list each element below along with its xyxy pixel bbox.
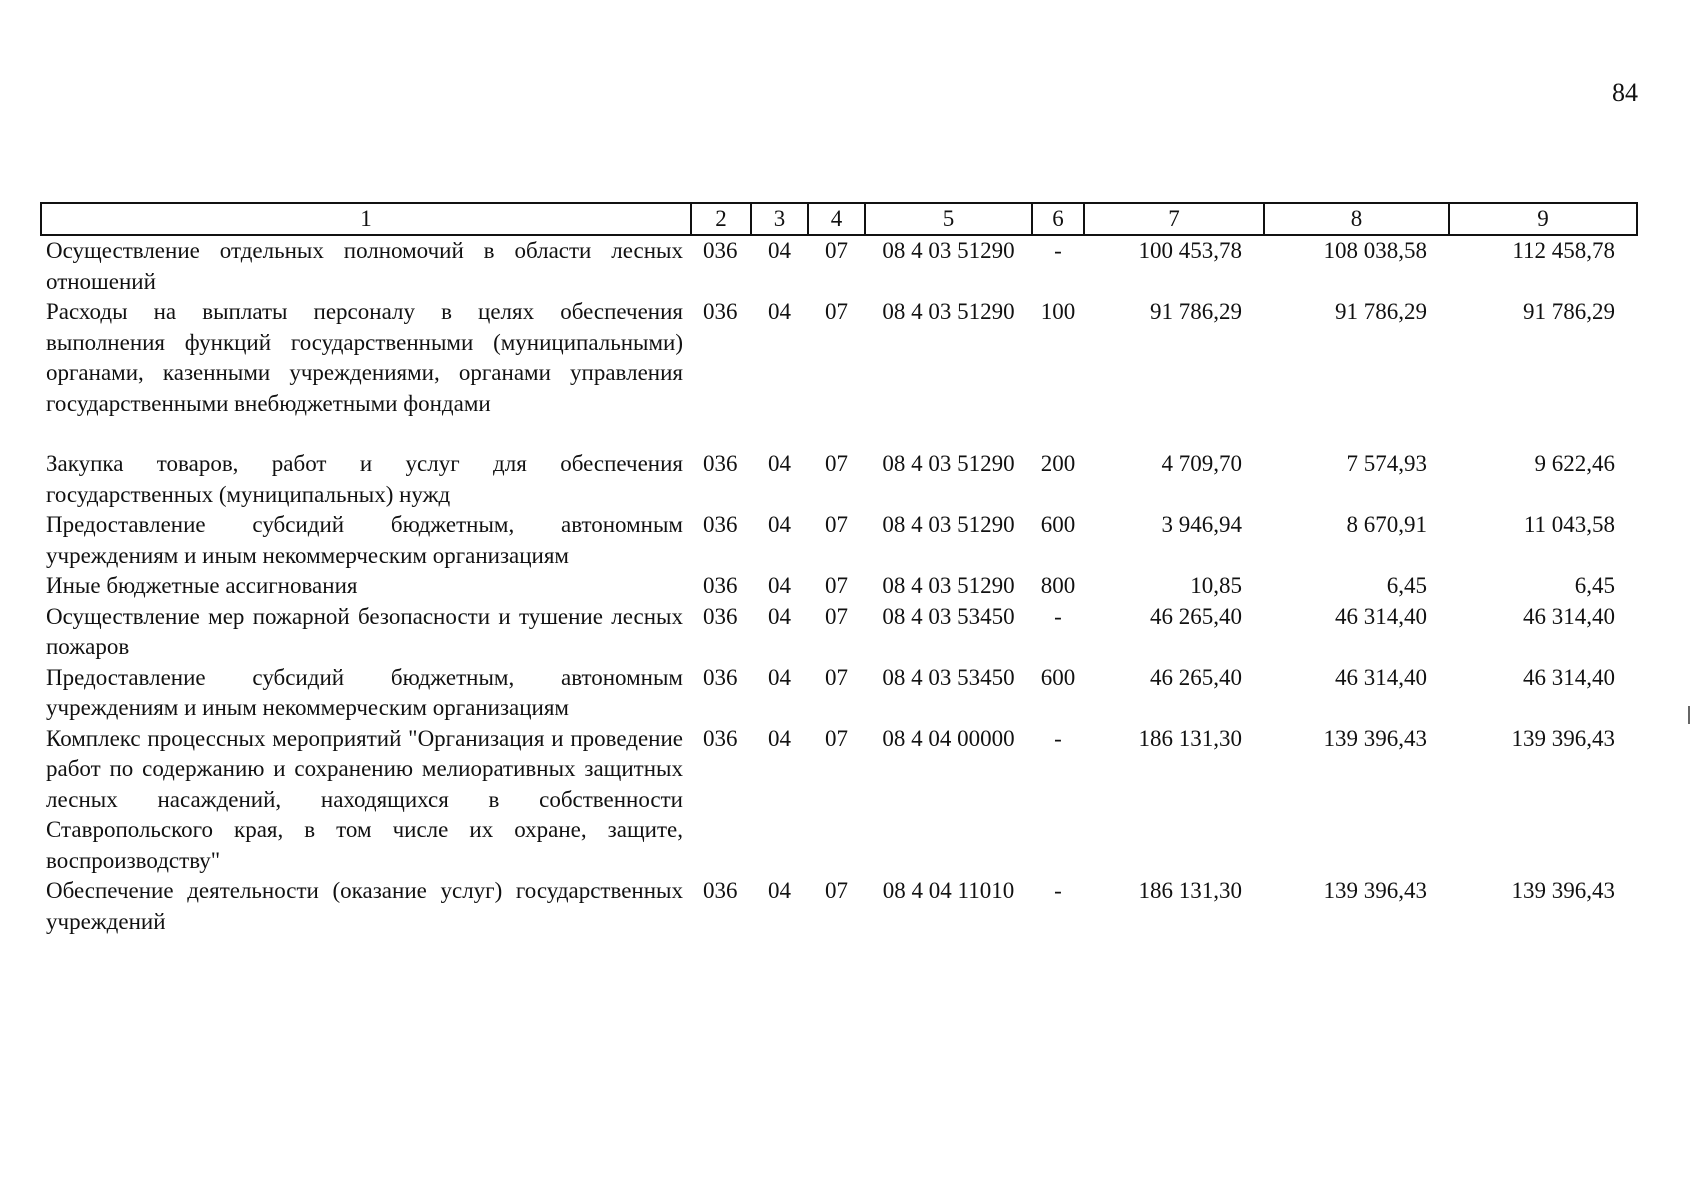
- row-amount-col8: 139 396,43: [1323, 878, 1427, 903]
- row-amount-col8: 108 038,58: [1323, 238, 1427, 263]
- row-target-article: 08 4 03 51290: [882, 299, 1015, 324]
- row-target-article: 08 4 03 51290: [882, 451, 1015, 476]
- row-gr-code: 036: [703, 878, 738, 903]
- row-section-code: 04: [768, 573, 791, 598]
- row-name: Осуществление отдельных полномочий в области лесных отношений: [46, 238, 683, 294]
- row-amount-col7: 46 265,40: [1150, 603, 1242, 629]
- row-amount-col8: 7 574,93: [1346, 451, 1427, 476]
- row-target-article: 08 4 03 53450: [882, 664, 1015, 690]
- table-row: [41, 297, 1637, 419]
- header-col-3: 3: [751, 203, 808, 235]
- header-row: [41, 203, 1637, 235]
- row-name: Предоставление субсидий бюджетным, автономным учреждениям и иным некоммерческим организациям: [46, 664, 683, 720]
- row-subsection-code: 07: [825, 512, 848, 537]
- table-header: [41, 203, 1637, 235]
- row-target-article: 08 4 03 51290: [882, 512, 1015, 537]
- row-amount-col7: 3 946,94: [1161, 512, 1242, 537]
- row-section-code: 04: [768, 238, 791, 263]
- row-amount-col8: 46 314,40: [1335, 603, 1427, 629]
- table-row: [41, 510, 1637, 571]
- row-amount-col9: 46 314,40: [1523, 603, 1615, 629]
- header-col-4: 4: [808, 203, 865, 235]
- row-amount-col9: 46 314,40: [1523, 664, 1615, 690]
- row-amount-col9: 91 786,29: [1523, 299, 1615, 324]
- row-section-code: 04: [768, 603, 791, 629]
- row-expense-type: 600: [1040, 664, 1076, 690]
- row-subsection-code: 07: [825, 573, 848, 598]
- row-subsection-code: 07: [825, 299, 848, 324]
- budget-table: [40, 202, 1638, 937]
- row-amount-col7: 4 709,70: [1161, 451, 1242, 476]
- row-target-article: 08 4 03 51290: [882, 238, 1015, 263]
- table-row: [41, 419, 1637, 510]
- row-amount-col8: 91 786,29: [1335, 299, 1427, 324]
- row-gr-code: 036: [703, 603, 738, 629]
- table-row: [41, 876, 1637, 937]
- row-gr-code: 036: [703, 299, 738, 324]
- row-name: Предоставление субсидий бюджетным, автономным учреждениям и иным некоммерческим организациям: [46, 512, 683, 568]
- row-amount-col9: 112 458,78: [1512, 238, 1615, 263]
- row-expense-type: 200: [1040, 451, 1076, 476]
- row-gr-code: 036: [703, 512, 738, 537]
- row-gr-code: 036: [703, 238, 738, 263]
- row-amount-col7: 186 131,30: [1138, 725, 1242, 751]
- row-name: Комплекс процессных мероприятий "Организация и проведение работ по содержанию и сохранению мелиоративных защитных лесных насаждений, находящихся в собственности Ставропольского края, в том числе их охране, защите, воспроизводству": [46, 725, 683, 873]
- row-section-code: 04: [768, 664, 791, 690]
- row-target-article: 08 4 03 51290: [882, 573, 1015, 598]
- row-subsection-code: 07: [825, 878, 848, 903]
- row-gr-code: 036: [703, 451, 738, 476]
- scan-margin-mark: [1688, 706, 1690, 724]
- row-amount-col8: 46 314,40: [1335, 664, 1427, 690]
- row-name: Иные бюджетные ассигнования: [46, 573, 358, 598]
- row-section-code: 04: [768, 512, 791, 537]
- row-amount-col8: 139 396,43: [1323, 725, 1427, 751]
- row-expense-type: -: [1054, 725, 1062, 751]
- row-amount-col9: 139 396,43: [1511, 725, 1615, 751]
- row-amount-col8: 6,45: [1386, 573, 1427, 598]
- row-amount-col7: 91 786,29: [1150, 299, 1242, 324]
- row-gr-code: 036: [703, 573, 738, 598]
- row-section-code: 04: [768, 299, 791, 324]
- row-name: Расходы на выплаты персоналу в целях обеспечения выполнения функций государственными (муниципальными) органами, казенными учреждениями, органами управления государственными внебюджетными фондами: [46, 299, 683, 416]
- row-expense-type: -: [1054, 603, 1062, 629]
- row-section-code: 04: [768, 725, 791, 751]
- row-section-code: 04: [768, 878, 791, 903]
- header-col-9: 9: [1449, 203, 1637, 235]
- row-amount-col8: 8 670,91: [1346, 512, 1427, 537]
- row-expense-type: 600: [1040, 512, 1076, 537]
- row-target-article: 08 4 04 11010: [882, 878, 1015, 903]
- row-amount-col9: 11 043,58: [1523, 512, 1615, 537]
- header-col-6: 6: [1032, 203, 1084, 235]
- header-col-8: 8: [1264, 203, 1449, 235]
- header-col-1: 1: [41, 203, 691, 235]
- row-subsection-code: 07: [825, 451, 848, 476]
- row-amount-col9: 9 622,46: [1534, 451, 1615, 476]
- row-expense-type: -: [1054, 878, 1062, 903]
- row-amount-col7: 46 265,40: [1150, 664, 1242, 690]
- row-subsection-code: 07: [825, 664, 848, 690]
- page-number: 84: [1612, 78, 1638, 107]
- table-row: [41, 602, 1637, 663]
- header-col-2: 2: [691, 203, 751, 235]
- row-gr-code: 036: [703, 725, 738, 751]
- table-row: [41, 235, 1637, 297]
- row-amount-col9: 6,45: [1574, 573, 1615, 598]
- row-expense-type: -: [1054, 238, 1062, 263]
- row-amount-col7: 10,85: [1190, 573, 1242, 598]
- row-gr-code: 036: [703, 664, 738, 690]
- row-target-article: 08 4 03 53450: [882, 603, 1015, 629]
- row-target-article: 08 4 04 00000: [882, 725, 1015, 751]
- row-amount-col7: 100 453,78: [1138, 238, 1242, 263]
- row-subsection-code: 07: [825, 238, 848, 263]
- row-section-code: 04: [768, 451, 791, 476]
- row-expense-type: 100: [1040, 299, 1076, 324]
- table-row: [41, 571, 1637, 602]
- row-subsection-code: 07: [825, 725, 848, 751]
- header-col-5: 5: [865, 203, 1032, 235]
- row-amount-col7: 186 131,30: [1138, 878, 1242, 903]
- table-row: [41, 663, 1637, 724]
- table-body: [41, 235, 1637, 937]
- budget-table-container: [40, 202, 1636, 937]
- row-name: Закупка товаров, работ и услуг для обеспечения государственных (муниципальных) нужд: [46, 451, 683, 507]
- row-subsection-code: 07: [825, 603, 848, 629]
- row-name: Обеспечение деятельности (оказание услуг) государственных учреждений: [46, 878, 683, 934]
- row-amount-col9: 139 396,43: [1511, 878, 1615, 903]
- header-col-7: 7: [1084, 203, 1264, 235]
- table-row: [41, 724, 1637, 877]
- row-name: Осуществление мер пожарной безопасности и тушение лесных пожаров: [46, 603, 683, 659]
- row-expense-type: 800: [1040, 573, 1076, 598]
